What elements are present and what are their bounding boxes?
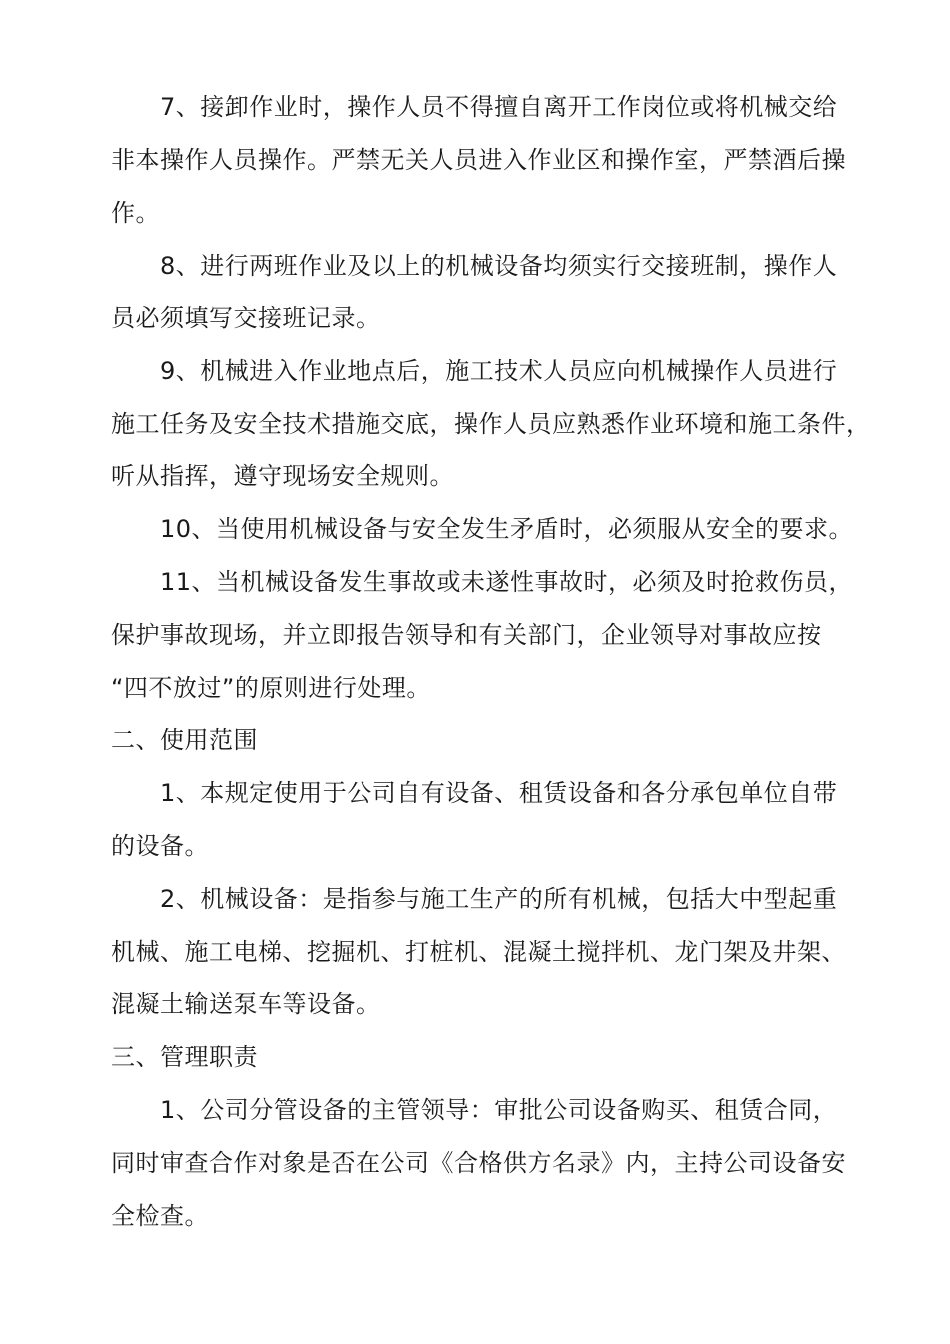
scope-item-1-line-2: 的设备。 <box>111 832 209 860</box>
paragraph-7-line-3: 作。 <box>111 199 160 227</box>
responsibility-item-1-line-2: 同时审查合作对象是否在公司《合格供方名录》内，主持公司设备安 <box>111 1149 846 1177</box>
paragraph-11-line-2: 保护事故现场，并立即报告领导和有关部门，企业领导对事故应按 <box>111 621 822 649</box>
scope-item-2-line-1: 2、机械设备：是指参与施工生产的所有机械，包括大中型起重 <box>160 885 838 913</box>
paragraph-11-line-1: 11、当机械设备发生事故或未遂性事故时，必须及时抢救伤员， <box>160 568 854 596</box>
paragraph-8-line-2: 员必须填写交接班记录。 <box>111 304 381 332</box>
responsibility-item-1-line-1: 1、公司分管设备的主管领导：审批公司设备购买、租赁合同， <box>160 1096 838 1124</box>
responsibility-item-1-line-3: 全检查。 <box>111 1202 209 1230</box>
paragraph-9-line-1: 9、机械进入作业地点后，施工技术人员应向机械操作人员进行 <box>160 357 838 385</box>
paragraph-11-line-3: “四不放过”的原则进行处理。 <box>111 674 431 702</box>
paragraph-7-line-2: 非本操作人员操作。严禁无关人员进入作业区和操作室，严禁酒后操 <box>111 146 846 174</box>
paragraph-10-line-1: 10、当使用机械设备与安全发生矛盾时，必须服从安全的要求。 <box>160 515 854 543</box>
section-heading-scope: 二、使用范围 <box>111 726 258 754</box>
paragraph-9-line-3: 听从指挥，遵守现场安全规则。 <box>111 462 454 490</box>
section-heading-responsibilities: 三、管理职责 <box>111 1043 258 1071</box>
paragraph-7-line-1: 7、接卸作业时，操作人员不得擅自离开工作岗位或将机械交给 <box>160 93 838 121</box>
scope-item-1-line-1: 1、本规定使用于公司自有设备、租赁设备和各分承包单位自带 <box>160 779 838 807</box>
paragraph-8-line-1: 8、进行两班作业及以上的机械设备均须实行交接班制，操作人 <box>160 252 838 280</box>
scope-item-2-line-2: 机械、施工电梯、挖掘机、打桩机、混凝土搅拌机、龙门架及井架、 <box>111 938 846 966</box>
scope-item-2-line-3: 混凝土输送泵车等设备。 <box>111 990 381 1018</box>
paragraph-9-line-2: 施工任务及安全技术措施交底，操作人员应熟悉作业环境和施工条件， <box>111 410 871 438</box>
